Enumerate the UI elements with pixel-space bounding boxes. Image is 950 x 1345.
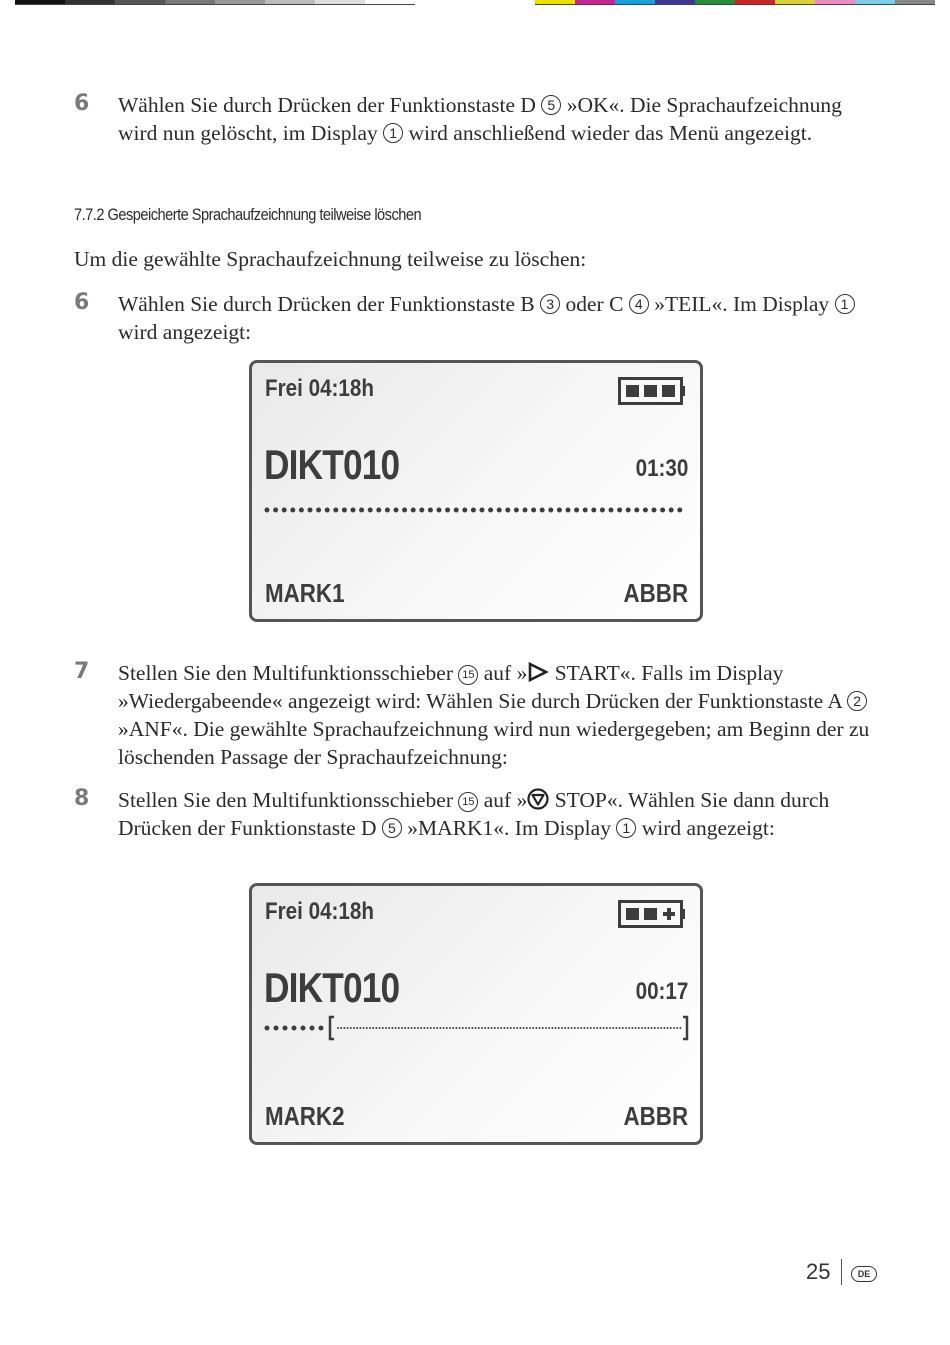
reference-number: 3 <box>540 294 560 314</box>
battery-charging-icon <box>618 900 686 928</box>
elapsed-time: 01:30 <box>635 455 688 482</box>
intro-text: Um die gewählte Sprachaufzeichnung teilweise zu löschen: <box>74 247 587 271</box>
instruction-step <box>74 659 884 771</box>
lcd-display <box>249 883 703 1145</box>
step-text: Wählen Sie durch Drücken der Funktionstaste D 5 »OK«. Die Sprachaufzeichnung wird nun gelöscht, im Display 1 wird anschließend wieder das Menü angezeigt. <box>118 93 842 145</box>
reference-number: 5 <box>382 818 402 838</box>
file-name: DIKT010 <box>264 964 400 1011</box>
step-number: 6 <box>74 91 90 116</box>
free-time-label: Frei 04:18h <box>265 375 374 402</box>
reference-number: 15 <box>458 792 478 812</box>
step-number: 7 <box>74 659 90 684</box>
dotted-progress-line <box>264 503 690 517</box>
free-time-label: Frei 04:18h <box>265 898 374 925</box>
footer-divider <box>841 1259 842 1285</box>
file-name: DIKT010 <box>264 441 400 488</box>
step-text: Stellen Sie den Multifunktionsschieber 15 auf » START«. Falls im Display »Wiedergabeende« angezeigt wird: Wählen Sie durch Drücken der Funktionstaste A 2 »ANF«. Die gewählte Sprachaufzeichnung wird nun wiedergegeben; am Beginn der zu löschenden Passage der Sprachaufzeichnung: <box>118 661 870 769</box>
reference-number: 4 <box>629 294 649 314</box>
softkey-right-label: ABBR <box>623 578 688 608</box>
instruction-step <box>74 290 884 346</box>
print-registration-bar-left <box>15 0 415 5</box>
step-text: Stellen Sie den Multifunktionsschieber 15 auf » STOP«. Wählen Sie dann durch Drücken der Funktionstaste D 5 »MARK1«. Im Display 1 wird angezeigt: <box>118 788 830 840</box>
softkey-right-label: ABBR <box>623 1101 688 1131</box>
instruction-step <box>74 786 884 842</box>
step-number: 6 <box>74 290 90 315</box>
reference-number: 1 <box>616 818 636 838</box>
print-registration-bar-right <box>535 0 935 5</box>
instruction-step <box>74 91 884 147</box>
marked-progress-line <box>264 1014 690 1042</box>
language-badge: DE <box>851 1266 877 1282</box>
reference-number: 1 <box>835 294 855 314</box>
step-text: Wählen Sie durch Drücken der Funktionstaste B 3 oder C 4 »TEIL«. Im Display 1 wird angezeigt: <box>118 290 884 346</box>
softkey-left-label: MARK1 <box>265 578 345 608</box>
battery-full-icon <box>618 377 686 405</box>
softkey-left-label: MARK2 <box>265 1101 345 1131</box>
elapsed-time: 00:17 <box>635 978 688 1005</box>
reference-number: 15 <box>458 665 478 685</box>
step-number: 8 <box>74 786 90 811</box>
reference-number: 2 <box>847 691 867 711</box>
reference-number: 5 <box>541 95 561 115</box>
page-number: 25 <box>806 1259 831 1284</box>
play-icon <box>527 662 549 682</box>
reference-number: 1 <box>383 123 403 143</box>
stop-icon <box>527 788 549 810</box>
lcd-display <box>249 360 703 622</box>
section-heading: 7.7.2 Gespeicherte Sprachaufzeichnung teilweise löschen <box>74 205 422 224</box>
